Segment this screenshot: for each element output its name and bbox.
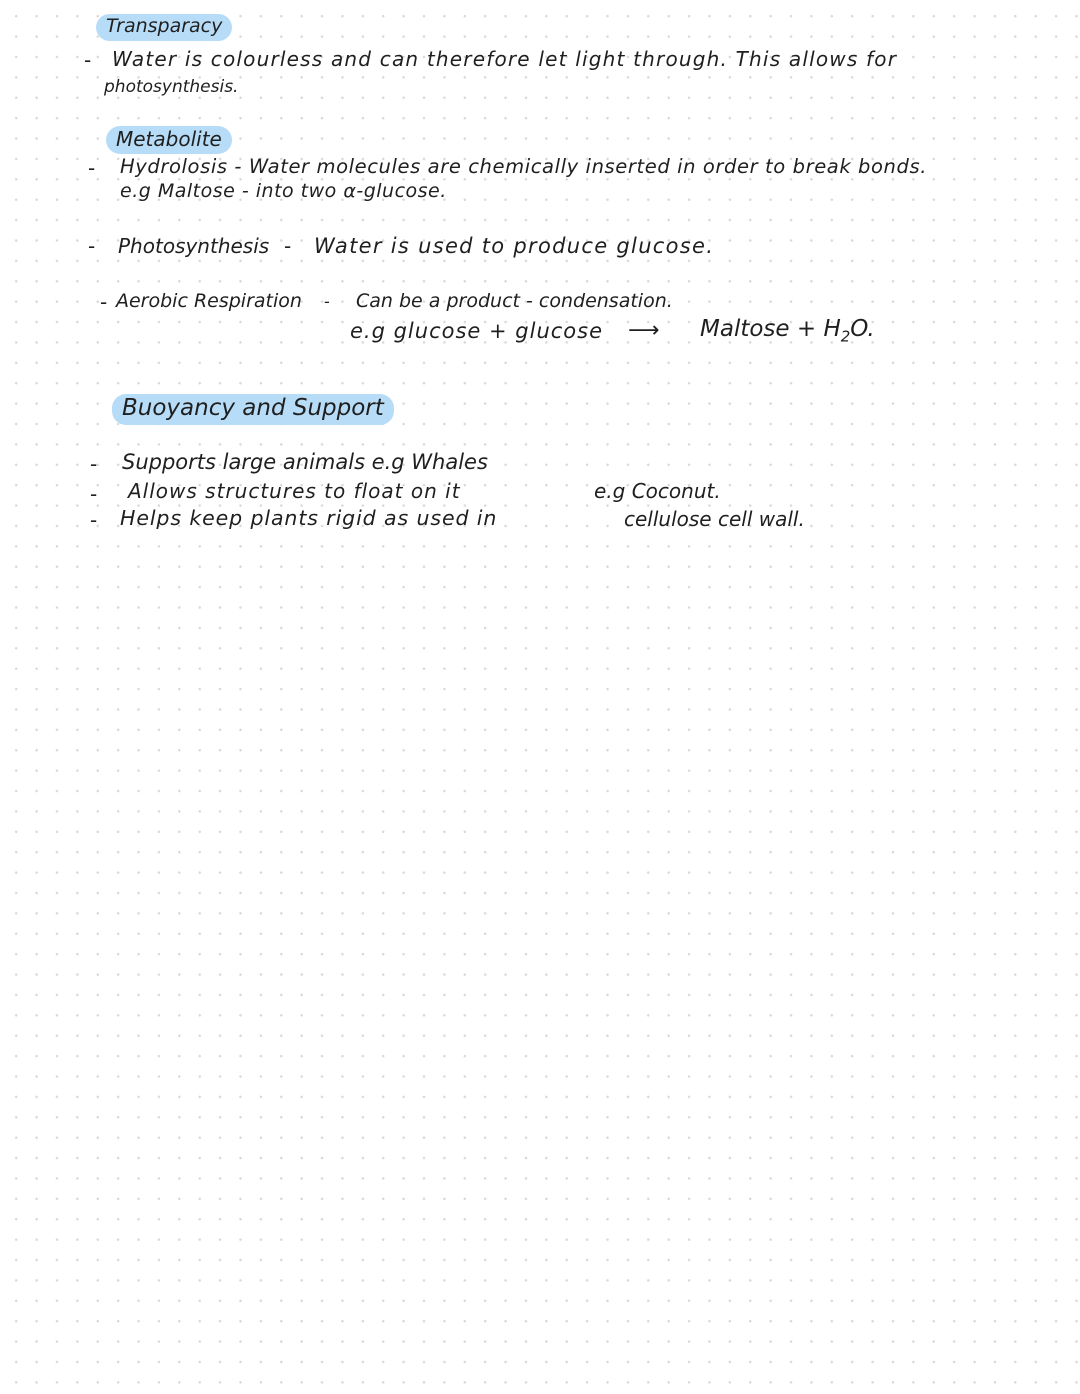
buoyancy-point-2-example: e.g Coconut. <box>594 479 721 503</box>
bullet-dash: - <box>90 508 98 532</box>
bullet-dash: - <box>90 482 98 506</box>
bullet-dash: - <box>90 452 98 476</box>
equation-right <box>700 318 875 345</box>
arrow-icon: ⟶ <box>628 318 660 343</box>
separator-dash: - <box>324 292 330 311</box>
bullet-dash: - <box>100 290 108 314</box>
hydrolysis-line: Hydrolosis - Water molecules are chemically inserted in order to break bonds. <box>120 155 928 178</box>
buoyancy-point-3: Helps keep plants rigid as used in <box>120 506 498 530</box>
heading-metabolite: Metabolite <box>106 126 232 154</box>
hydrolysis-example: e.g Maltose - into two α-glucose. <box>120 180 447 202</box>
photosynthesis-text: Water is used to produce glucose. <box>314 234 715 258</box>
aerobic-label: Aerobic Respiration <box>116 290 302 312</box>
photosynthesis-label: Photosynthesis <box>118 234 270 258</box>
transparency-line-1: Water is colourless and can therefore let light through. This allows for <box>112 47 898 71</box>
transparency-line-2: photosynthesis. <box>104 77 239 97</box>
separator-dash: - <box>284 234 292 258</box>
equation-right-main: Maltose + H <box>700 316 841 342</box>
buoyancy-point-1: Supports large animals e.g Whales <box>122 450 488 474</box>
heading-buoyancy: Buoyancy and Support <box>112 394 394 425</box>
bullet-dash: - <box>88 234 96 258</box>
bullet-dash: - <box>84 48 92 72</box>
aerobic-text: Can be a product - condensation. <box>356 290 673 312</box>
bullet-dash: - <box>88 156 96 180</box>
equation-right-end: O. <box>850 316 875 342</box>
buoyancy-point-2: Allows structures to float on it <box>128 479 461 503</box>
equation-left: e.g glucose + glucose <box>350 319 604 343</box>
buoyancy-point-3-continuation: cellulose cell wall. <box>624 507 805 531</box>
heading-transparency: Transparacy <box>96 14 232 41</box>
equation-subscript: 2 <box>840 327 851 346</box>
